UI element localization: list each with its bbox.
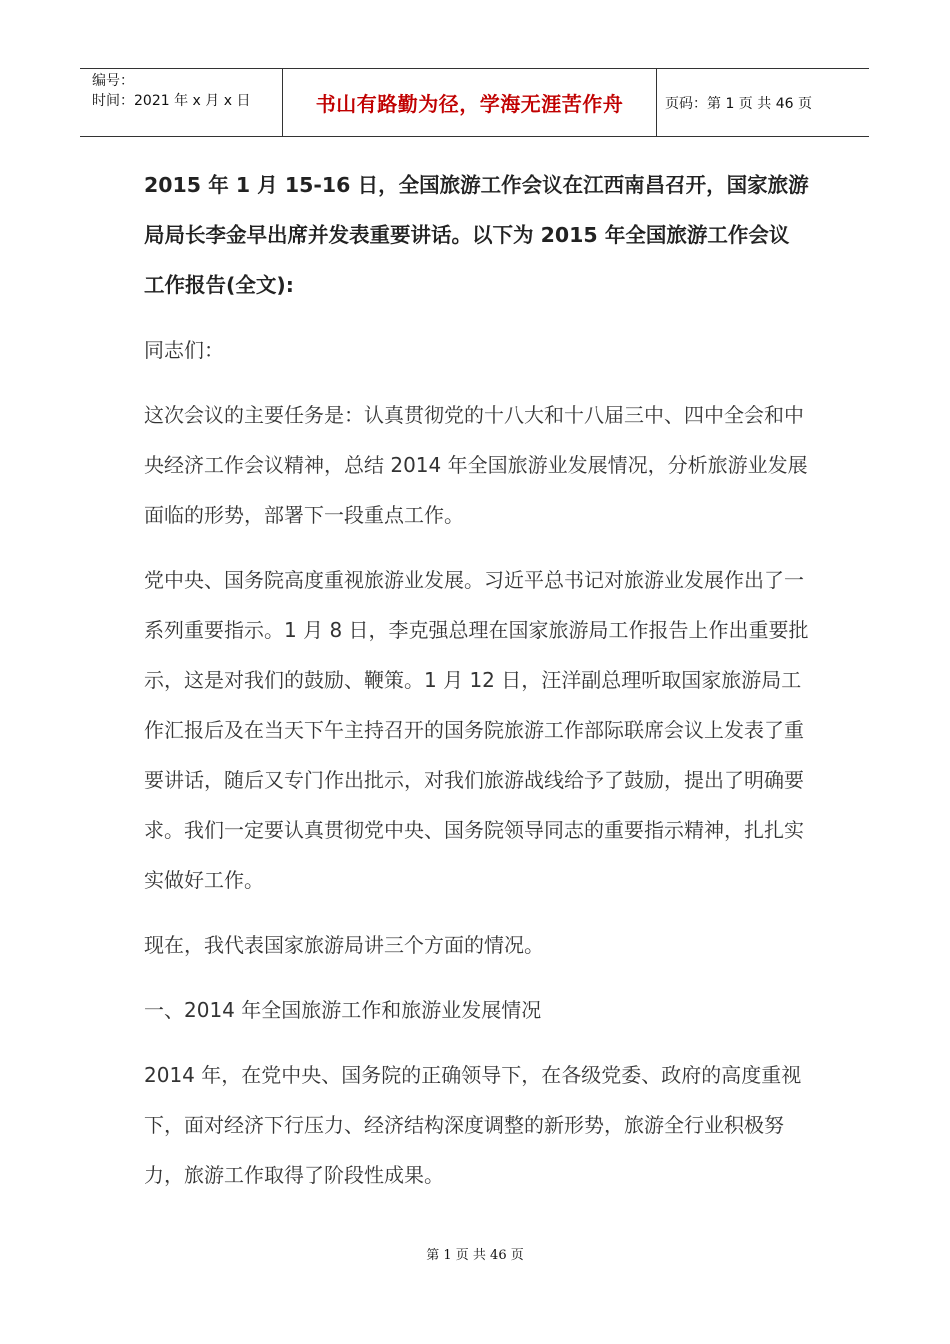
header-motto: 书山有路勤为径，学海无涯苦作舟 <box>282 69 657 136</box>
intro-paragraph: 2015 年 1 月 15-16 日，全国旅游工作会议在江西南昌召开，国家旅游局局长李金早出席并发表重要讲话。以下为 2015 年全国旅游工作会议工作报告(全文): <box>144 173 809 297</box>
header-page-info: 页码：第 1 页 共 46 页 <box>665 95 812 112</box>
body-paragraph: 现在，我代表国家旅游局讲三个方面的情况。 <box>144 933 544 957</box>
body-paragraph: 党中央、国务院高度重视旅游业发展。习近平总书记对旅游业发展作出了一系列重要指示。1 月 8 日，李克强总理在国家旅游局工作报告上作出重要批示，这是对我们的鼓励、鞭策。1 月 12 日，汪洋副总理听取国家旅游局工作汇报后及在当天下午主持召开的国务院旅游工作部际联席会议上发表了重要讲话，随后又专门作出批示，对我们旅游战线给予了鼓励，提出了明确要求。我们一定要认真贯彻党中央、国务院领导同志的重要指示精神，扎扎实实做好工作。 <box>144 568 809 892</box>
salutation: 同志们： <box>144 338 224 362</box>
body-paragraph: 这次会议的主要任务是：认真贯彻党的十八大和十八届三中、四中全会和中央经济工作会议精神，总结 2014 年全国旅游业发展情况，分析旅游业发展面临的形势，部署下一段重点工作。 <box>144 403 808 527</box>
page-footer: 第 1 页 共 46 页 <box>426 1248 524 1263</box>
number-label: 编号： <box>92 73 134 89</box>
body-paragraph: 2014 年，在党中央、国务院的正确领导下，在各级党委、政府的高度重视下，面对经济下行压力、经济结构深度调整的新形势，旅游全行业积极努力，旅游工作取得了阶段性成果。 <box>144 1063 802 1187</box>
document-body <box>144 160 809 1215</box>
section-heading: 一、2014 年全国旅游工作和旅游业发展情况 <box>144 998 542 1022</box>
time-label: 时间：2021 年 x 月 x 日 <box>92 93 251 109</box>
header-meta <box>80 69 282 136</box>
page-header <box>80 68 869 137</box>
